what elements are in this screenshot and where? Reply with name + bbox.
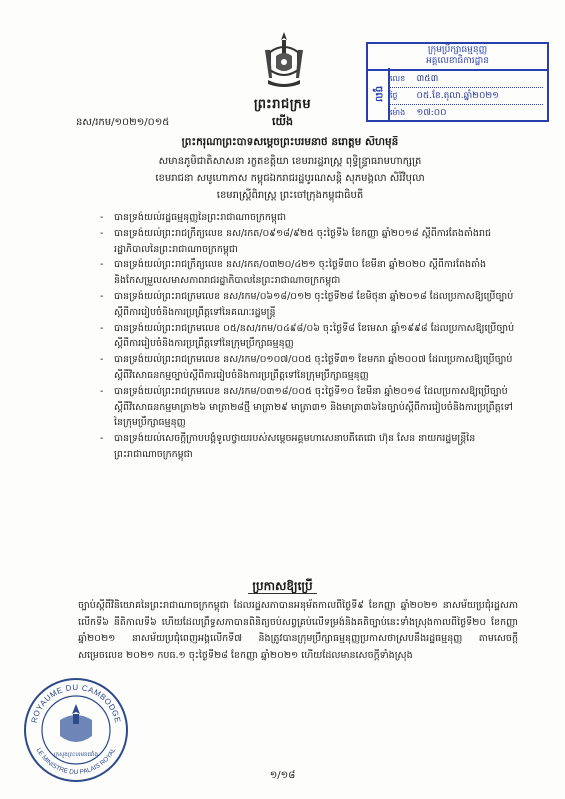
preamble-item bbox=[100, 210, 520, 226]
document-title: ព្រះរាជក្រម bbox=[253, 97, 312, 112]
bullet-dash: - bbox=[100, 385, 104, 397]
bullet-dash: - bbox=[100, 259, 104, 271]
preamble-text: បានទ្រង់យល់ព្រះរាជក្រមលេខ នស/រកម/០៦១៨/០១២ ចុះថ្ងៃទី២៨ ខែមិថុនា ឆ្នាំ២០១៨ ដែលប្រកាសឱ្យប្រើច្បាប់ស្តីពីការរៀបចំនិងការប្រព្រឹត្តទៅនៃគណៈរដ្ឋមន្ត្រី bbox=[114, 290, 514, 318]
stamp-number-row bbox=[390, 70, 543, 88]
seal-top-text: ROYAUME DU CAMBODGE bbox=[29, 682, 123, 724]
stamp-time-label: ម៉ោង bbox=[390, 108, 406, 117]
preamble-item bbox=[100, 431, 520, 463]
preamble-item bbox=[100, 226, 520, 258]
page-number: ១/១៨ bbox=[269, 770, 296, 781]
king-title-line-3: ខេមរាជនា សមូហោភាស កម្ពុជឯករាជរដ្ឋបូរណសន្តិ សុភមង្គលា សិរីវិបុលា bbox=[155, 173, 425, 184]
preamble-item bbox=[100, 257, 520, 289]
preamble-text: បានទ្រង់យល់រដ្ឋធម្មនុញ្ញនៃព្រះរាជាណាចក្រកម្ពុជា bbox=[114, 212, 287, 223]
bullet-dash: - bbox=[100, 433, 104, 445]
stamp-date-label: ថ្ងៃ bbox=[390, 91, 398, 100]
stamp-header bbox=[368, 44, 547, 71]
reference-number: នស/រកម/១០២១/០១៥ bbox=[76, 117, 170, 128]
bullet-dash: - bbox=[100, 290, 104, 302]
king-title-line-4: ខេមរាស្ត្រីពិរាស្ត្រ ព្រះចៅក្រុងកម្ពុជាធិបតី bbox=[216, 190, 364, 201]
yeung-heading: យើង bbox=[272, 115, 293, 128]
preamble-list bbox=[100, 210, 520, 463]
section-title bbox=[0, 578, 565, 596]
stamp-date-value: ០៥.ខែ.តុលា.ឆ្នាំ២០២១ bbox=[416, 91, 499, 101]
preamble-text: បានទ្រង់យល់សេចក្តីក្រាបបង្គំទូលថ្វាយរបស់សម្តេចអគ្គមហាសេនាបតីតេជោ ហ៊ុន សែន នាយករដ្ឋមន្ត្រីនៃព្រះរាជាណាចក្រកម្ពុជា bbox=[114, 433, 476, 460]
preamble-item bbox=[100, 289, 520, 321]
preamble-item bbox=[100, 352, 520, 384]
royal-crest-icon bbox=[262, 30, 306, 90]
preamble-text: បានទ្រង់យល់ព្រះរាជក្រមលេខ ០៥/នស/រកម/០៤៩៨/០៦ ចុះថ្ងៃទី៨ ខែមេសា ឆ្នាំ១៩៩៨ ដែលប្រកាសឱ្យប្រើច្បាប់ស្តីពីការរៀបចំនិងការប្រព្រឹត្តទៅនៃក្រុមប្រឹក្សាធម្មនុញ្ញ bbox=[114, 322, 515, 350]
bullet-dash: - bbox=[100, 322, 104, 334]
section-title-text: ប្រកាសឱ្យប្រើ bbox=[248, 579, 316, 594]
stamp-number-value: ៣៥៣ bbox=[416, 74, 439, 84]
stamp-side-label: ចូល bbox=[368, 68, 390, 120]
bullet-dash: - bbox=[100, 227, 104, 239]
bullet-dash: - bbox=[100, 212, 104, 223]
seal-inner-text: ក្រសួងព្រះបរមរាជវាំង bbox=[53, 752, 99, 758]
preamble-text: បានទ្រង់យល់ព្រះរាជក្រឹត្យលេខ នស/រកត/០៩១៨/៩២៥ ចុះថ្ងៃទី៦ ខែកញ្ញា ឆ្នាំ២០១៨ ស្តីពីការតែងតាំងរាជរដ្ឋាភិបាលនៃព្រះរាជាណាចក្រកម្ពុជា bbox=[114, 227, 492, 255]
king-title-line-1: ព្រះករុណាព្រះបាទសម្ដេចព្រះបរមនាថ នរោត្ដម សីហមុនី bbox=[181, 136, 399, 148]
king-title-line-2: សមានភូមិជាតិសាសនា រក្ខតខត្តិយា ខេមរារដ្ឋរាស្ត្រ ពុទ្ធិន្ទ្រាធរាមហាក្សត្រ bbox=[158, 156, 422, 167]
preamble-text: បានទ្រង់យល់ព្រះរាជក្រមលេខ នស/រកម/០៣១៨/០០៥ ចុះថ្ងៃទី១០ ខែមីនា ឆ្នាំ២០១៨ ដែលប្រកាសឱ្យប្រើច្បាប់ស្តីពីវិសោធនកម្មមាត្រា២៦ មាត្រា២៨ថ្មី មាត្រា២៩ មាត្រា៣១ និងមាត្រា៣៦នៃច្បាប់ស្តីពីការរៀបចំនិងការប្រព្រឹត្តទៅនៃក្រុមប្រឹក្សាធម្មនុញ្ញ bbox=[114, 385, 513, 429]
preamble-text: បានទ្រង់យល់ព្រះរាជក្រមលេខ នស/រកម/០១០៧/០០៥ ចុះថ្ងៃទី៣១ ខែមករា ឆ្នាំ២០០៧ ដែលប្រកាសឱ្យប្រើច្បាប់ស្តីពីវិសោធនកម្មច្បាប់ស្តីពីការរៀបចំនិងការប្រព្រឹត្តទៅនៃក្រុមប្រឹក្សាធម្មនុញ្ញ bbox=[114, 354, 513, 381]
preamble-text: បានទ្រង់យល់ព្រះរាជក្រឹត្យលេខ នស/រកត/០៣២០/៤២១ ចុះថ្ងៃទី៣០ ខែមីនា ឆ្នាំ២០២០ ស្តីពីការតែងតាំងនិងកែសម្រួលសមាសភាពរាជរដ្ឋាភិបាលនៃព្រះរាជាណាចក្រកម្ពុជា bbox=[114, 259, 487, 287]
bullet-dash: - bbox=[100, 354, 104, 366]
stamp-number-label: លេខ bbox=[390, 74, 406, 83]
stamp-org-name: ក្រុមប្រឹក្សាធម្មនុញ្ញ bbox=[427, 45, 488, 55]
stamp-dept-name: អគ្គលេខាធិការដ្ឋាន bbox=[426, 56, 489, 66]
stamp-time-value: ១៧:០០ bbox=[416, 108, 447, 118]
preamble-item bbox=[100, 321, 520, 353]
body-paragraph: ច្បាប់ស្តីពីវិនិយោគនៃព្រះរាជាណាចក្រកម្ពុជា ដែលរដ្ឋសភាបានអនុម័តកាលពីថ្ងៃទី៩ ខែកញ្ញា ឆ្នាំ២០២១ នាសម័យប្រជុំរដ្ឋសភាលើកទី៦ នីតិកាលទី៦ ហើយដែលព្រឹទ្ធសភាបានពិនិត្យចប់សព្វគ្រប់លើទម្រង់និងគតិច្បាប់នេះទាំងស្រុងកាលពីថ្ងៃទី២០ ខែកញ្ញា ឆ្នាំ២០២១ នាសម័យប្រជុំពេញអង្គលើកទី៧ និងត្រូវបានក្រុមប្រឹក្សាធម្មនុញ្ញប្រកាសថាស្របនឹងរដ្ឋធម្មនុញ្ញ តាមសេចក្តីសម្រេចលេខ ២០២១ កបធ.១ ចុះថ្ងៃទី២៨ ខែកញ្ញា ឆ្នាំ២០២១ ហើយដែលមានសេចក្តីទាំងស្រុង bbox=[78, 600, 518, 661]
seal-bottom-text: LE MINISTRE DU PALAIS ROYAL bbox=[34, 746, 118, 777]
preamble-item bbox=[100, 384, 520, 431]
